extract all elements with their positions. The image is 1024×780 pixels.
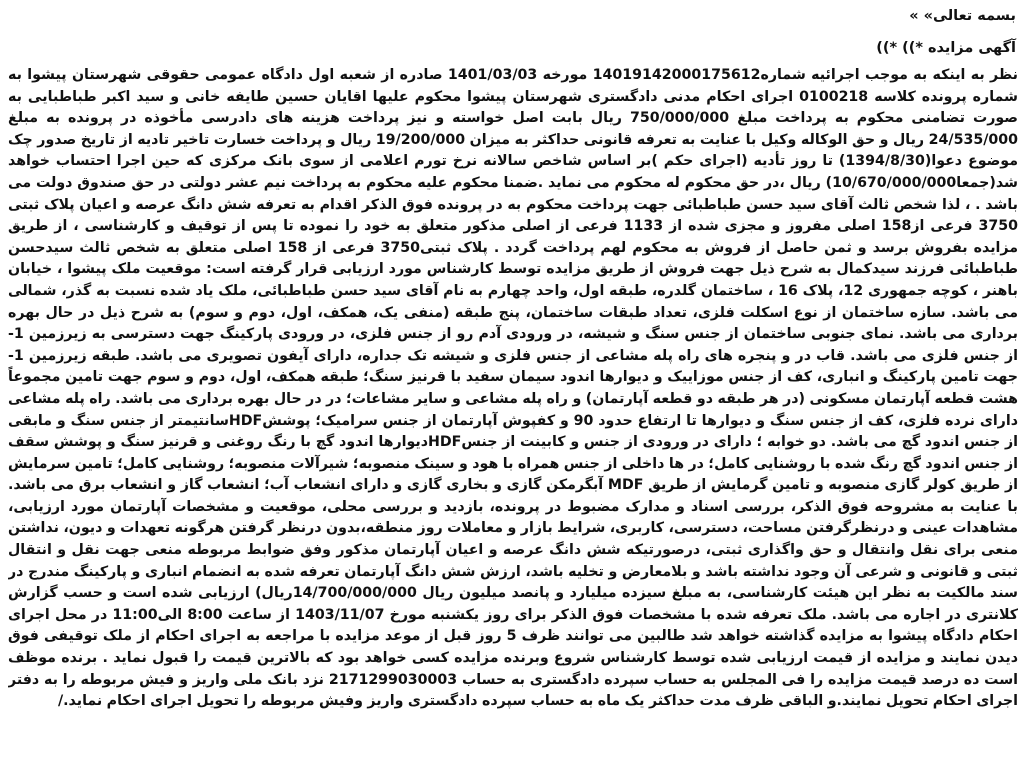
notice-body bbox=[8, 65, 1018, 713]
auction-notice-document bbox=[8, 6, 1018, 776]
notice-paragraph: نظر به اینکه به موجب اجرائیه شماره14019142000175612 مورخه 1401/03/03 صادره از شعبه اول دادگاه عمومی حقوقی شهرستان پیشوا به شماره پرونده کلاسه 0100218 اجرای احکام مدنی دادگستری شهرستان پیشوا محکوم علیها اقایان حسین طایفه خانی و سید اکبر طباطبایی به صورت تضامنی محکوم به پرداخت مبلغ 750/000/000 ریال بابت اصل خواسته و نیز پرداخت هزینه های دادرسی مأخوذه در پرونده به مبلغ 24/535/000 ریال و حق الوکاله وکیل با عنایت به تعرفه قانونی حداکثر به میزان 19/200/000 ریال و پرداخت خسارت تاخیر تادیه از تاریخ صدور چک موضوع دعوا(1394/8/30) تا روز تأدیه (اجرای حکم )بر اساس شاخص سالانه نرخ تورم اعلامی از سوی بانک مرکزی که حین اجرا احتساب خواهد شد(جمعا10/670/000/000) ریال ،در حق محکوم له محکوم می نماید .ضمنا محکوم علیه محکوم به پرداخت نیم عشر دولتی در حق صندوق دولت می باشد . ، لذا شخص ثالث آقای سید حسن طباطبائی جهت پرداخت محکوم به در پرونده فوق الذکر اقدام به تعرفه شش دانگ عرصه و اعیان پلاک ثبتی 3750 فرعی از158 اصلی مفروز و مجزی شده از 1133 فرعی از اصلی مذکور متعلق به خود را نموده تا پس از توقیف و کارشناسی ، از طریق مزایده بفروش برسد و ثمن حاصل از فروش به محکوم لهم پرداخت گردد . پلاک ثبتی3750 فرعی از 158 اصلی متعلق به شخص ثالث سیدحسن طباطبائی فرزند سیدکمال به شرح ذیل جهت فروش از طریق مزایده توسط کارشناس مورد ارزیابی قرار گرفته است: موقعیت ملک پیشوا ، خیابان باهنر ، کوچه جمهوری 12، پلاک 16 ، ساختمان گلدره، طبقه اول، واحد چهارم به نام آقای سید حسن طباطبائی، ملک یاد شده نسبت به گذر، شمالی می باشد. سازه ساختمان از نوع اسکلت فلزی، تعداد طبقات ساختمان، پنج طبقه (منفی یک، همکف، اول، دوم و سوم) به شرح ذیل در حال بهره برداری می باشد. نمای جنوبی ساختمان از جنس سنگ و شیشه، در ورودی آدم رو از جنس فلزی، در ورودی پارکینگ جهت دسترسی به زیرزمین 1- از جنس فلزی می باشد. قاب در و پنجره های راه پله مشاعی از جنس فلزی و شیشه تک جداره، دارای آیفون تصویری می باشد. طبقه زیرزمین 1- جهت تامین پارکینگ و انباری، کف از جنس موزاییک و دیوارها اندود سیمان سفید با قرنیز سنگ؛ طبقه همکف، اول، دوم و سوم جهت تامین مجموعاً هشت قطعه آپارتمان مسکونی (در هر طبقه دو قطعه آپارتمان) و راه پله مشاعی و سایر مشاعات؛ در در حال بهره برداری می باشد. راه پله مشاعی دارای نرده فلزی، کف از جنس سنگ و دیوارها تا ارتفاع حدود 90 و کفپوش آپارتمان از جنس سرامیک؛ پوششHDFسانتیمتر از جنس سنگ و مابقی از جنس اندود گچ می باشد. دو خوابه ؛ دارای در ورودی از جنس و کابینت از جنسHDFدیوارها اندود گچ با رنگ روغنی و قرنیز سنگ و پوشش سقف از جنس اندود گچ رنگ شده با روشنایی کامل؛ در ها داخلی از جنس همراه با هود و سینک منصوبه؛ شیرآلات منصوبه؛ روشنایی کامل؛ تامین سرمایش از طریق کولر گازی منصوبه و تامین گرمایش از طریق MDF آبگرمکن گازی و بخاری گازی و دارای انشعاب آب؛ انشعاب گاز و انشعاب برق می باشد. با عنایت به مشروحه فوق الذکر، بررسی اسناد و مدارک مضبوط در پرونده، بازدید و بررسی محلی، موقعیت و مشخصات آپارتمان مورد ارزیابی، مشاهدات عینی و درنظرگرفتن مساحت، دسترسی، کاربری، شرایط بازار و معاملات روز منطقه،بدون درنظر گرفتن هرگونه تعهدات و دیون، نداشتن منعی برای نقل وانتقال و حق واگذاری ثبتی، درصورتیکه شش دانگ عرصه و اعیان آپارتمان مذکور وفق ضوابط مربوطه منعی جهت نقل و انتقال ثبتی و قانونی و شرعی آن وجود نداشته باشد و بلامعارض و تخلیه باشد، ارزش شش دانگ آپارتمان تعرفه شده به انضمام انباری و پارکینگ مندرج در سند مالکیت به نظر این هیئت کارشناسی، به مبلغ سیزده میلیارد و پانصد میلیون ریال 14/700/000/000ریال) ارزیابی شده است و حسب گزارش کلانتری در اجاره می باشد. ملک تعرفه شده با مشخصات فوق الذکر برای روز یکشنبه مورخ 1403/11/07 از ساعت 8:00 الی11:00 در محل اجرای احکام دادگاه پیشوا به مزایده گذاشته خواهد شد طالبین می توانند ظرف 5 روز قبل از موعد مزایده با مراجعه به اجرای احکام از ملک توقیفی فوق دیدن نمایند و مزایده از قیمت ارزیابی شده توسط کارشناس شروع وبرنده مزایده کسی خواهد بود که بالاترین قیمت را قبول نماید . برنده موظف است ده درصد قیمت مزایده را فی المجلس به حساب سپرده دادگستری به حساب 2171299030003 نزد بانک ملی واریز و فیش مربوطه را به دفتر اجرای احکام تحویل نمایند.و الباقی ظرف مدت حداکثر یک ماه به حساب سپرده دادگستری واریز وفیش مربوطه را تحویل اجرای احکام نماید./ bbox=[8, 67, 1018, 710]
basmala-heading: بسمه تعالی» » bbox=[909, 8, 1016, 24]
notice-title: آگهی مزایده *)) *)) bbox=[876, 40, 1016, 56]
